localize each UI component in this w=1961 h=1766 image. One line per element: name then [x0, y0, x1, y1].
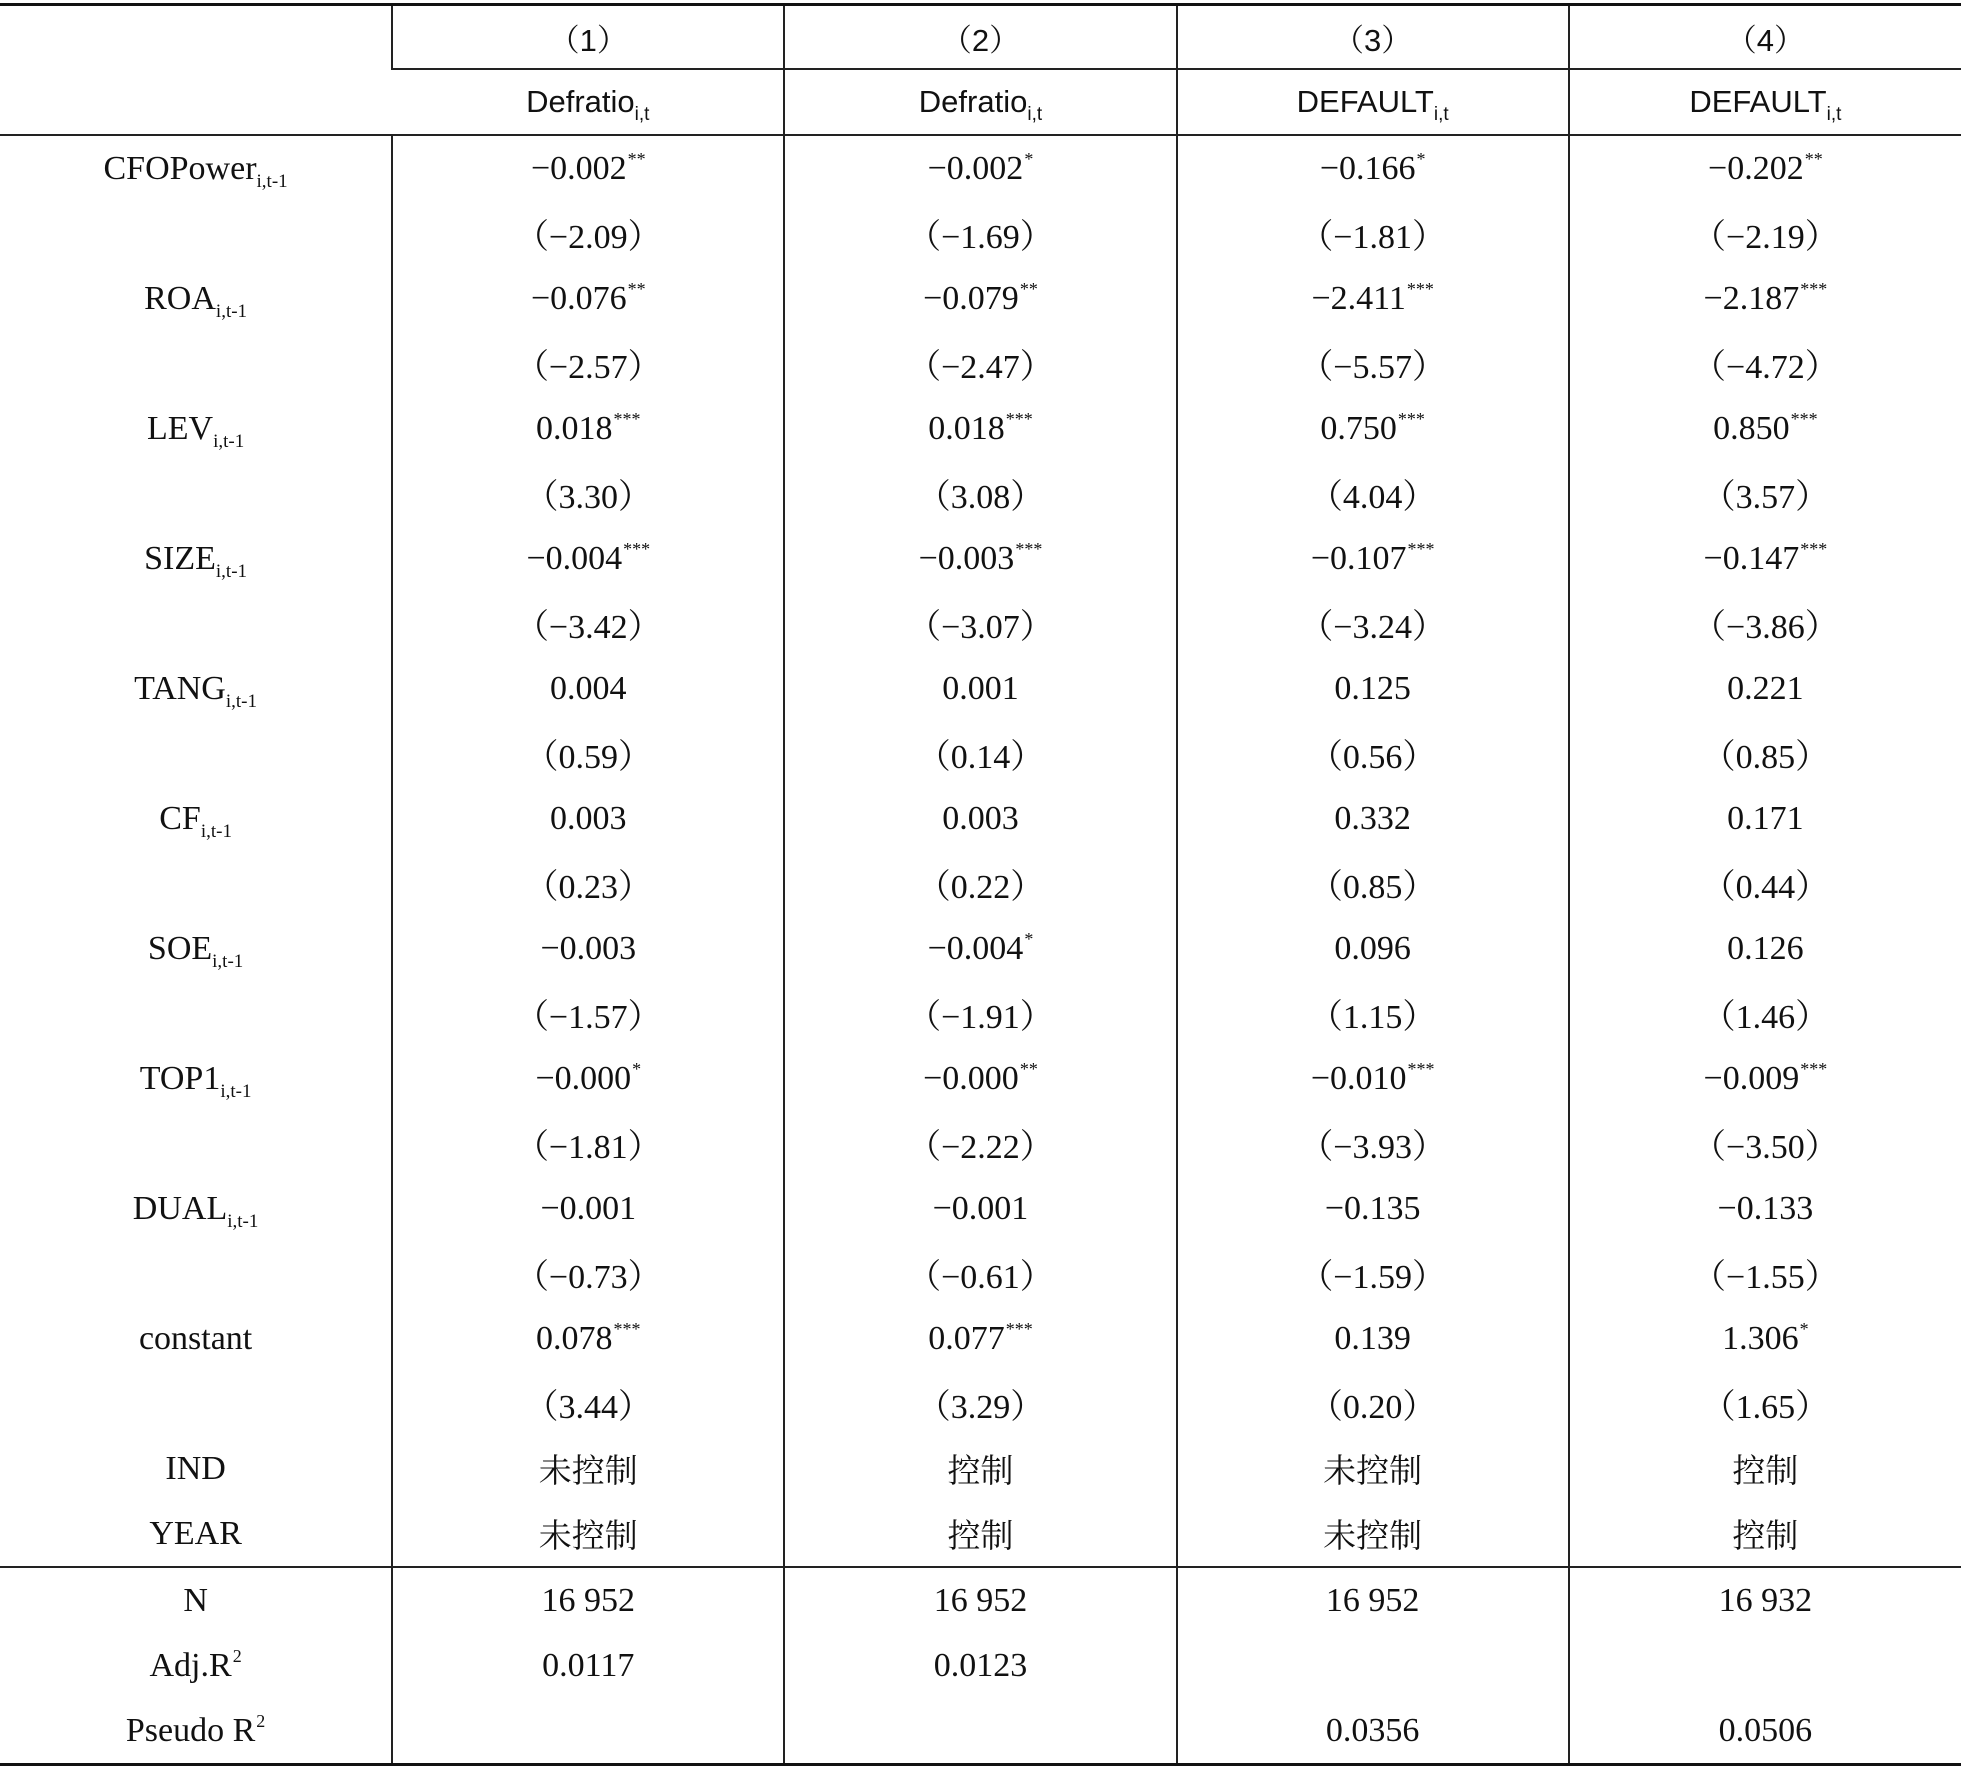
- statistic-label: [0, 1567, 392, 1633]
- coefficient-cell: [784, 396, 1176, 461]
- significance-stars: ***: [1800, 278, 1828, 299]
- column-number: （1）: [392, 5, 784, 70]
- coefficient-value: −2.187: [1703, 279, 1800, 317]
- coefficient-row: [0, 656, 1961, 721]
- t-stat-cell: （0.44）: [1569, 851, 1961, 916]
- t-stat-cell: （0.85）: [1569, 721, 1961, 786]
- coefficient-row: [0, 1306, 1961, 1371]
- variable-subscript: i,t-1: [215, 560, 248, 582]
- statistic-value: 16 952: [1177, 1567, 1569, 1633]
- stub-header: [0, 5, 392, 136]
- column-number: （4）: [1569, 5, 1961, 70]
- dependent-variable-subscript: i,t: [1433, 104, 1449, 125]
- variable-name: SIZE: [144, 539, 216, 577]
- empty-label: [0, 721, 392, 786]
- coefficient-value: −0.076: [530, 279, 627, 317]
- coefficient-row: [0, 786, 1961, 851]
- t-stat-row: [0, 1371, 1961, 1436]
- statistic-value: [1569, 1633, 1961, 1698]
- column-number-row: [0, 5, 1961, 70]
- coefficient-value: 0.003: [550, 799, 627, 837]
- significance-stars: ***: [1407, 1058, 1435, 1079]
- coefficient-cell: [392, 266, 784, 331]
- coefficient-value: −0.000: [535, 1059, 632, 1097]
- coefficient-cell: [1177, 526, 1569, 591]
- t-stat-cell: （−0.61）: [784, 1241, 1176, 1306]
- t-stat-cell: （0.85）: [1177, 851, 1569, 916]
- statistic-value: 0.0123: [784, 1633, 1176, 1698]
- t-stat-row: [0, 591, 1961, 656]
- t-stat-cell: （0.14）: [784, 721, 1176, 786]
- significance-stars: ***: [1790, 408, 1818, 429]
- dependent-variable-subscript: i,t: [634, 104, 650, 125]
- statistic-name: Adj.R: [149, 1646, 232, 1684]
- control-label: IND: [165, 1449, 226, 1487]
- coefficient-value: 0.221: [1727, 669, 1804, 707]
- coefficient-cell: [392, 656, 784, 721]
- variable-label: [0, 916, 392, 981]
- t-stat-cell: （1.46）: [1569, 981, 1961, 1046]
- statistic-value: [1177, 1633, 1569, 1698]
- significance-stars: **: [1019, 1058, 1038, 1079]
- coefficient-value: −0.202: [1708, 149, 1804, 187]
- variable-name: TOP1: [139, 1059, 221, 1097]
- coefficient-cell: [392, 526, 784, 591]
- t-stat-row: [0, 331, 1961, 396]
- coefficient-cell: [1177, 396, 1569, 461]
- statistic-superscript: 2: [256, 1710, 266, 1731]
- t-stat-cell: （−1.81）: [392, 1111, 784, 1176]
- t-stat-cell: （3.57）: [1569, 461, 1961, 526]
- variable-label: [0, 656, 392, 721]
- significance-stars: **: [627, 148, 646, 169]
- coefficient-value: 0.018: [536, 409, 613, 447]
- variable-name: ROA: [144, 279, 216, 317]
- coefficient-value: 0.077: [928, 1319, 1005, 1357]
- coefficient-cell: [392, 135, 784, 201]
- variable-label: [0, 1176, 392, 1241]
- coefficient-cell: [392, 916, 784, 981]
- column-number: （3）: [1177, 5, 1569, 70]
- t-stat-cell: （3.08）: [784, 461, 1176, 526]
- empty-label: [0, 461, 392, 526]
- coefficient-value: 0.139: [1334, 1319, 1411, 1357]
- control-value: 未控制: [392, 1501, 784, 1567]
- coefficient-value: −0.107: [1310, 539, 1407, 577]
- t-stat-cell: （1.15）: [1177, 981, 1569, 1046]
- t-stat-cell: （3.29）: [784, 1371, 1176, 1436]
- coefficient-value: −0.004: [927, 929, 1024, 967]
- coefficient-cell: [392, 396, 784, 461]
- coefficient-value: −2.411: [1311, 279, 1406, 317]
- t-stat-cell: （1.65）: [1569, 1371, 1961, 1436]
- coefficient-row: [0, 396, 1961, 461]
- statistic-value: 0.0117: [392, 1633, 784, 1698]
- significance-stars: ***: [1407, 538, 1435, 559]
- significance-stars: *: [1024, 148, 1034, 169]
- t-stat-cell: （−1.55）: [1569, 1241, 1961, 1306]
- coefficient-cell: [784, 1046, 1176, 1111]
- t-stat-cell: （−1.81）: [1177, 201, 1569, 266]
- t-stat-cell: （−1.69）: [784, 201, 1176, 266]
- control-value: 未控制: [392, 1436, 784, 1501]
- t-stat-cell: （3.30）: [392, 461, 784, 526]
- coefficient-cell: [784, 916, 1176, 981]
- coefficient-value: −0.004: [526, 539, 623, 577]
- dependent-variable-subscript: i,t: [1027, 104, 1043, 125]
- significance-stars: ***: [623, 538, 651, 559]
- coefficient-cell: [392, 786, 784, 851]
- dependent-variable-name: Defratio: [526, 84, 635, 119]
- coefficient-cell: [1569, 135, 1961, 201]
- coefficient-value: 0.750: [1320, 409, 1397, 447]
- t-stat-cell: （0.59）: [392, 721, 784, 786]
- coefficient-value: −0.009: [1703, 1059, 1800, 1097]
- dependent-variable: [784, 69, 1176, 135]
- t-stat-cell: （0.22）: [784, 851, 1176, 916]
- empty-label: [0, 591, 392, 656]
- empty-label: [0, 1241, 392, 1306]
- control-value: 未控制: [1177, 1501, 1569, 1567]
- t-stat-cell: （−1.57）: [392, 981, 784, 1046]
- coefficient-cell: [1569, 656, 1961, 721]
- coefficient-row: [0, 1176, 1961, 1241]
- t-stat-row: [0, 461, 1961, 526]
- control-row: [0, 1501, 1961, 1567]
- significance-stars: ***: [1397, 408, 1425, 429]
- statistic-value: 16 952: [392, 1567, 784, 1633]
- coefficient-value: 0.096: [1334, 929, 1411, 967]
- statistic-label: [0, 1633, 392, 1698]
- coefficient-cell: [784, 656, 1176, 721]
- coefficient-cell: [784, 786, 1176, 851]
- coefficient-cell: [1569, 526, 1961, 591]
- t-stat-cell: （−1.91）: [784, 981, 1176, 1046]
- statistic-label: [0, 1698, 392, 1765]
- coefficient-value: −0.135: [1324, 1189, 1421, 1227]
- coefficient-cell: [1569, 1046, 1961, 1111]
- variable-subscript: i,t-1: [212, 950, 244, 972]
- variable-label: [0, 1046, 392, 1111]
- coefficient-cell: [392, 1046, 784, 1111]
- statistic-value: 0.0356: [1177, 1698, 1569, 1765]
- coefficient-cell: [1569, 266, 1961, 331]
- coefficient-value: 0.125: [1334, 669, 1411, 707]
- statistic-value: 0.0506: [1569, 1698, 1961, 1765]
- variable-subscript: i,t-1: [200, 820, 232, 842]
- t-stat-row: [0, 201, 1961, 266]
- coefficient-value: 0.171: [1727, 799, 1804, 837]
- t-stat-row: [0, 981, 1961, 1046]
- coefficient-value: −0.002: [530, 149, 627, 187]
- t-stat-cell: （0.20）: [1177, 1371, 1569, 1436]
- coefficient-value: −0.000: [923, 1059, 1019, 1097]
- coefficient-value: 0.003: [942, 799, 1019, 837]
- t-stat-cell: （−3.93）: [1177, 1111, 1569, 1176]
- empty-label: [0, 1111, 392, 1176]
- control-label: YEAR: [149, 1514, 242, 1552]
- significance-stars: ***: [1005, 1318, 1033, 1339]
- t-stat-row: [0, 721, 1961, 786]
- coefficient-row: [0, 526, 1961, 591]
- t-stat-cell: （−3.42）: [392, 591, 784, 656]
- variable-subscript: i,t-1: [220, 1080, 252, 1102]
- variable-label: [0, 526, 392, 591]
- significance-stars: ***: [1800, 538, 1828, 559]
- t-stat-cell: （3.44）: [392, 1371, 784, 1436]
- regression-table: [0, 3, 1961, 1766]
- empty-label: [0, 201, 392, 266]
- t-stat-cell: （−3.50）: [1569, 1111, 1961, 1176]
- statistic-value: 16 932: [1569, 1567, 1961, 1633]
- coefficient-value: −0.147: [1703, 539, 1800, 577]
- dependent-variable-subscript: i,t: [1826, 104, 1842, 125]
- significance-stars: ***: [613, 1318, 641, 1339]
- coefficient-cell: [1177, 1176, 1569, 1241]
- coefficient-cell: [1177, 786, 1569, 851]
- coefficient-cell: [784, 526, 1176, 591]
- coefficient-cell: [784, 266, 1176, 331]
- dependent-variable-name: DEFAULT: [1689, 84, 1827, 119]
- statistic-name: N: [183, 1581, 208, 1619]
- coefficient-value: −0.079: [923, 279, 1019, 317]
- t-stat-cell: （−0.73）: [392, 1241, 784, 1306]
- variable-subscript: i,t-1: [213, 430, 245, 452]
- significance-stars: ***: [1015, 538, 1043, 559]
- coefficient-value: 0.001: [942, 669, 1019, 707]
- t-stat-cell: （−1.59）: [1177, 1241, 1569, 1306]
- variable-subscript: i,t-1: [225, 690, 258, 712]
- coefficient-value: 0.078: [536, 1319, 613, 1357]
- t-stat-row: [0, 851, 1961, 916]
- significance-stars: ***: [1800, 1058, 1828, 1079]
- coefficient-cell: [784, 1176, 1176, 1241]
- coefficient-cell: [1177, 266, 1569, 331]
- t-stat-cell: （−2.22）: [784, 1111, 1176, 1176]
- coefficient-cell: [1569, 1306, 1961, 1371]
- coefficient-value: −0.001: [932, 1189, 1029, 1227]
- coefficient-value: −0.166: [1319, 149, 1416, 187]
- variable-name: CF: [159, 799, 201, 837]
- significance-stars: ***: [613, 408, 641, 429]
- t-stat-cell: （−3.86）: [1569, 591, 1961, 656]
- significance-stars: ***: [1005, 408, 1033, 429]
- coefficient-value: 0.126: [1727, 929, 1804, 967]
- variable-label: [0, 135, 392, 201]
- significance-stars: *: [632, 1058, 642, 1079]
- control-row: [0, 1436, 1961, 1501]
- coefficient-cell: [1569, 396, 1961, 461]
- empty-label: [0, 981, 392, 1046]
- significance-stars: *: [1416, 148, 1426, 169]
- variable-subscript: i,t-1: [215, 300, 248, 322]
- control-value: 控制: [1569, 1501, 1961, 1567]
- t-stat-cell: （−3.24）: [1177, 591, 1569, 656]
- coefficient-cell: [392, 1306, 784, 1371]
- t-stat-cell: （−2.19）: [1569, 201, 1961, 266]
- coefficient-cell: [1177, 1046, 1569, 1111]
- coefficient-value: 0.004: [550, 669, 627, 707]
- statistic-name: Pseudo R: [125, 1711, 256, 1749]
- significance-stars: *: [1799, 1318, 1809, 1339]
- coefficient-value: −0.003: [540, 929, 637, 967]
- coefficient-value: 0.332: [1334, 799, 1411, 837]
- coefficient-value: −0.003: [918, 539, 1015, 577]
- t-stat-cell: （−5.57）: [1177, 331, 1569, 396]
- coefficient-value: 0.018: [928, 409, 1005, 447]
- coefficient-cell: [392, 1176, 784, 1241]
- control-value: 控制: [1569, 1436, 1961, 1501]
- t-stat-cell: （−4.72）: [1569, 331, 1961, 396]
- variable-name: TANG: [134, 669, 226, 707]
- t-stat-cell: （4.04）: [1177, 461, 1569, 526]
- coefficient-cell: [1177, 1306, 1569, 1371]
- dependent-variable: [1177, 69, 1569, 135]
- coefficient-row: [0, 135, 1961, 201]
- dependent-variable: [392, 69, 784, 135]
- variable-label: [0, 786, 392, 851]
- variable-label: [0, 266, 392, 331]
- statistic-row: [0, 1633, 1961, 1698]
- dependent-variable-name: Defratio: [918, 84, 1028, 119]
- coefficient-cell: [784, 1306, 1176, 1371]
- coefficient-value: −0.133: [1717, 1189, 1814, 1227]
- coefficient-value: −0.001: [540, 1189, 637, 1227]
- coefficient-cell: [1569, 916, 1961, 981]
- t-stat-cell: （−2.47）: [784, 331, 1176, 396]
- empty-label: [0, 331, 392, 396]
- coefficient-cell: [1569, 786, 1961, 851]
- coefficient-cell: [1569, 1176, 1961, 1241]
- variable-subscript: i,t-1: [227, 1210, 259, 1232]
- t-stat-cell: （0.56）: [1177, 721, 1569, 786]
- significance-stars: ***: [1406, 278, 1434, 299]
- empty-label: [0, 1371, 392, 1436]
- significance-stars: **: [627, 278, 646, 299]
- coefficient-cell: [1177, 656, 1569, 721]
- variable-subscript: i,t-1: [256, 170, 288, 192]
- coefficient-row: [0, 266, 1961, 331]
- variable-label: [0, 396, 392, 461]
- significance-stars: **: [1804, 148, 1823, 169]
- statistic-value: [784, 1698, 1176, 1765]
- coefficient-cell: [1177, 135, 1569, 201]
- dependent-variable: [1569, 69, 1961, 135]
- control-value: 未控制: [1177, 1436, 1569, 1501]
- coefficient-cell: [784, 135, 1176, 201]
- statistic-value: 16 952: [784, 1567, 1176, 1633]
- t-stat-cell: （−2.09）: [392, 201, 784, 266]
- column-number: （2）: [784, 5, 1176, 70]
- variable-label: [0, 1306, 392, 1371]
- variable-name: CFOPower: [103, 149, 257, 187]
- t-stat-cell: （−3.07）: [784, 591, 1176, 656]
- coefficient-row: [0, 916, 1961, 981]
- t-stat-row: [0, 1241, 1961, 1306]
- statistic-superscript: 2: [232, 1645, 242, 1666]
- coefficient-value: 1.306: [1722, 1319, 1799, 1357]
- coefficient-cell: [1177, 916, 1569, 981]
- control-value: 控制: [784, 1436, 1176, 1501]
- significance-stars: *: [1024, 928, 1034, 949]
- coefficient-row: [0, 1046, 1961, 1111]
- variable-name: SOE: [147, 929, 213, 967]
- coefficient-value: 0.850: [1713, 409, 1790, 447]
- variable-name: constant: [138, 1319, 253, 1357]
- variable-name: DUAL: [132, 1189, 228, 1227]
- coefficient-value: −0.002: [927, 149, 1024, 187]
- coefficient-value: −0.010: [1310, 1059, 1407, 1097]
- statistic-row: [0, 1567, 1961, 1633]
- t-stat-cell: （−2.57）: [392, 331, 784, 396]
- variable-name: LEV: [146, 409, 214, 447]
- t-stat-row: [0, 1111, 1961, 1176]
- control-value: 控制: [784, 1501, 1176, 1567]
- empty-label: [0, 851, 392, 916]
- statistic-row: [0, 1698, 1961, 1765]
- statistic-value: [392, 1698, 784, 1765]
- t-stat-cell: （0.23）: [392, 851, 784, 916]
- significance-stars: **: [1019, 278, 1038, 299]
- dependent-variable-name: DEFAULT: [1296, 84, 1434, 119]
